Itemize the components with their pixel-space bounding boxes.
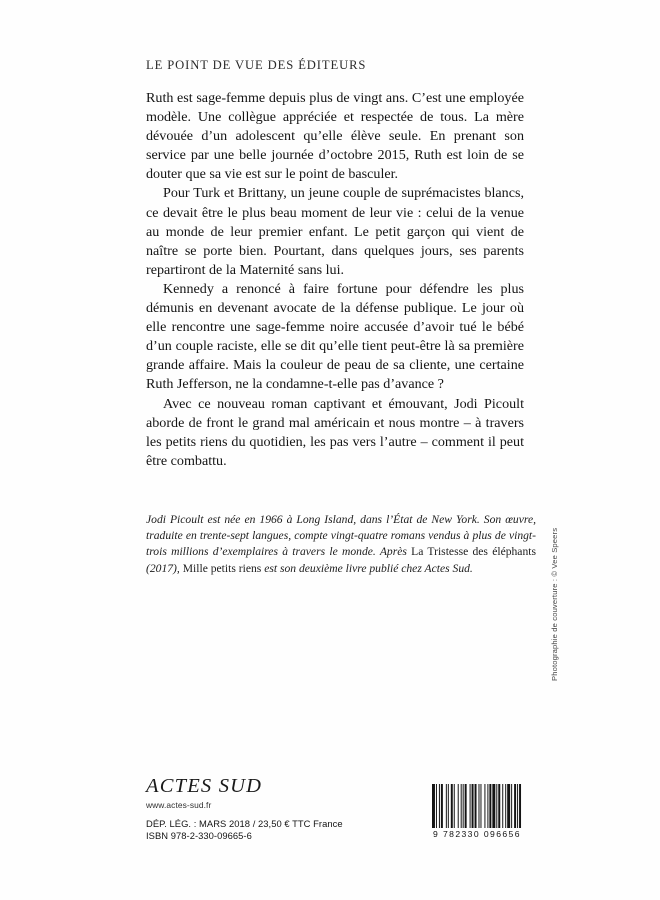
blurb-paragraph: Avec ce nouveau roman captivant et émouvant, Jodi Picoult aborde de front le grand mal américain et nous montre – à travers les petits riens du quotidien, les pas vers l’autre – comment il peut être combattu. <box>146 395 524 469</box>
photo-credit-text: Photographie de couverture : © Vee Speers <box>550 527 559 681</box>
publisher-logo-actes-sud: ACTES SUD <box>146 775 263 797</box>
author-biography-text <box>146 512 536 577</box>
section-header-editors-viewpoint: LE POINT DE VUE DES ÉDITEURS <box>146 58 367 72</box>
blurb-paragraph: Ruth est sage-femme depuis plus de vingt ans. C’est une employée modèle. Une collègue appréciée et respectée de tous. La mère dévouée d’un adolescent qu’elle élève seule. En prenant son service par une belle journée d’octobre 2015, Ruth est loin de se douter que sa vie est sur le point de basculer. <box>146 90 524 183</box>
bio-intro: Jodi Picoult est née en 1966 à Long Island, dans l’État de New York. Son œuvre, traduite en trente-sept langues, compte vingt-quatre romans vendus à plus de vingt-trois millions d’exemplaires à travers le monde. <box>146 513 536 559</box>
blurb-text <box>146 89 524 471</box>
barcode-digits: 9 782330 096656 <box>433 829 521 839</box>
bio-apres: Après <box>379 545 412 559</box>
bio-previous-title: La Tristesse des éléphants <box>411 545 536 559</box>
editors-viewpoint-section <box>146 58 524 471</box>
legal-deposit-line: DÉP. LÉG. : MARS 2018 / 23,50 € TTC France <box>146 818 343 829</box>
publisher-website[interactable]: www.actes-sud.fr <box>146 799 212 810</box>
publisher-block <box>146 776 262 810</box>
bio-current-title: Mille petits riens <box>182 561 262 575</box>
photo-credit-vertical <box>546 527 562 862</box>
barcode-bars <box>432 784 524 828</box>
bio-year: (2017), <box>146 561 183 575</box>
barcode <box>432 784 524 839</box>
blurb-paragraph: Pour Turk et Brittany, un jeune couple de suprémacistes blancs, ce devait être le plus beau moment de leur vie : celui de la venue au monde de leur premier enfant. Le petit garçon qui vient de naître se porte bien. Pourtant, dans quelques jours, ses parents repartiront de la Maternité sans lui. <box>146 185 524 278</box>
isbn-line: ISBN 978-2-330-09665-6 <box>146 830 252 842</box>
bio-tail: est son deuxième livre publié chez Actes Sud. <box>261 561 473 575</box>
legal-deposit-block <box>146 818 343 843</box>
blurb-paragraph: Kennedy a renoncé à faire fortune pour défendre les plus démunis en devenant avocate de la défense publique. Le jour où elle rencontre une sage-femme noire accusée d’avoir tué le bébé d’un couple raciste, elle se dit qu’elle tient peut-être là sa première grande affaire. Mais la couleur de peau de sa cliente, une certaine Ruth Jefferson, ne la condamne-t-elle pas d’avance ? <box>146 280 524 393</box>
author-biography <box>146 512 536 577</box>
